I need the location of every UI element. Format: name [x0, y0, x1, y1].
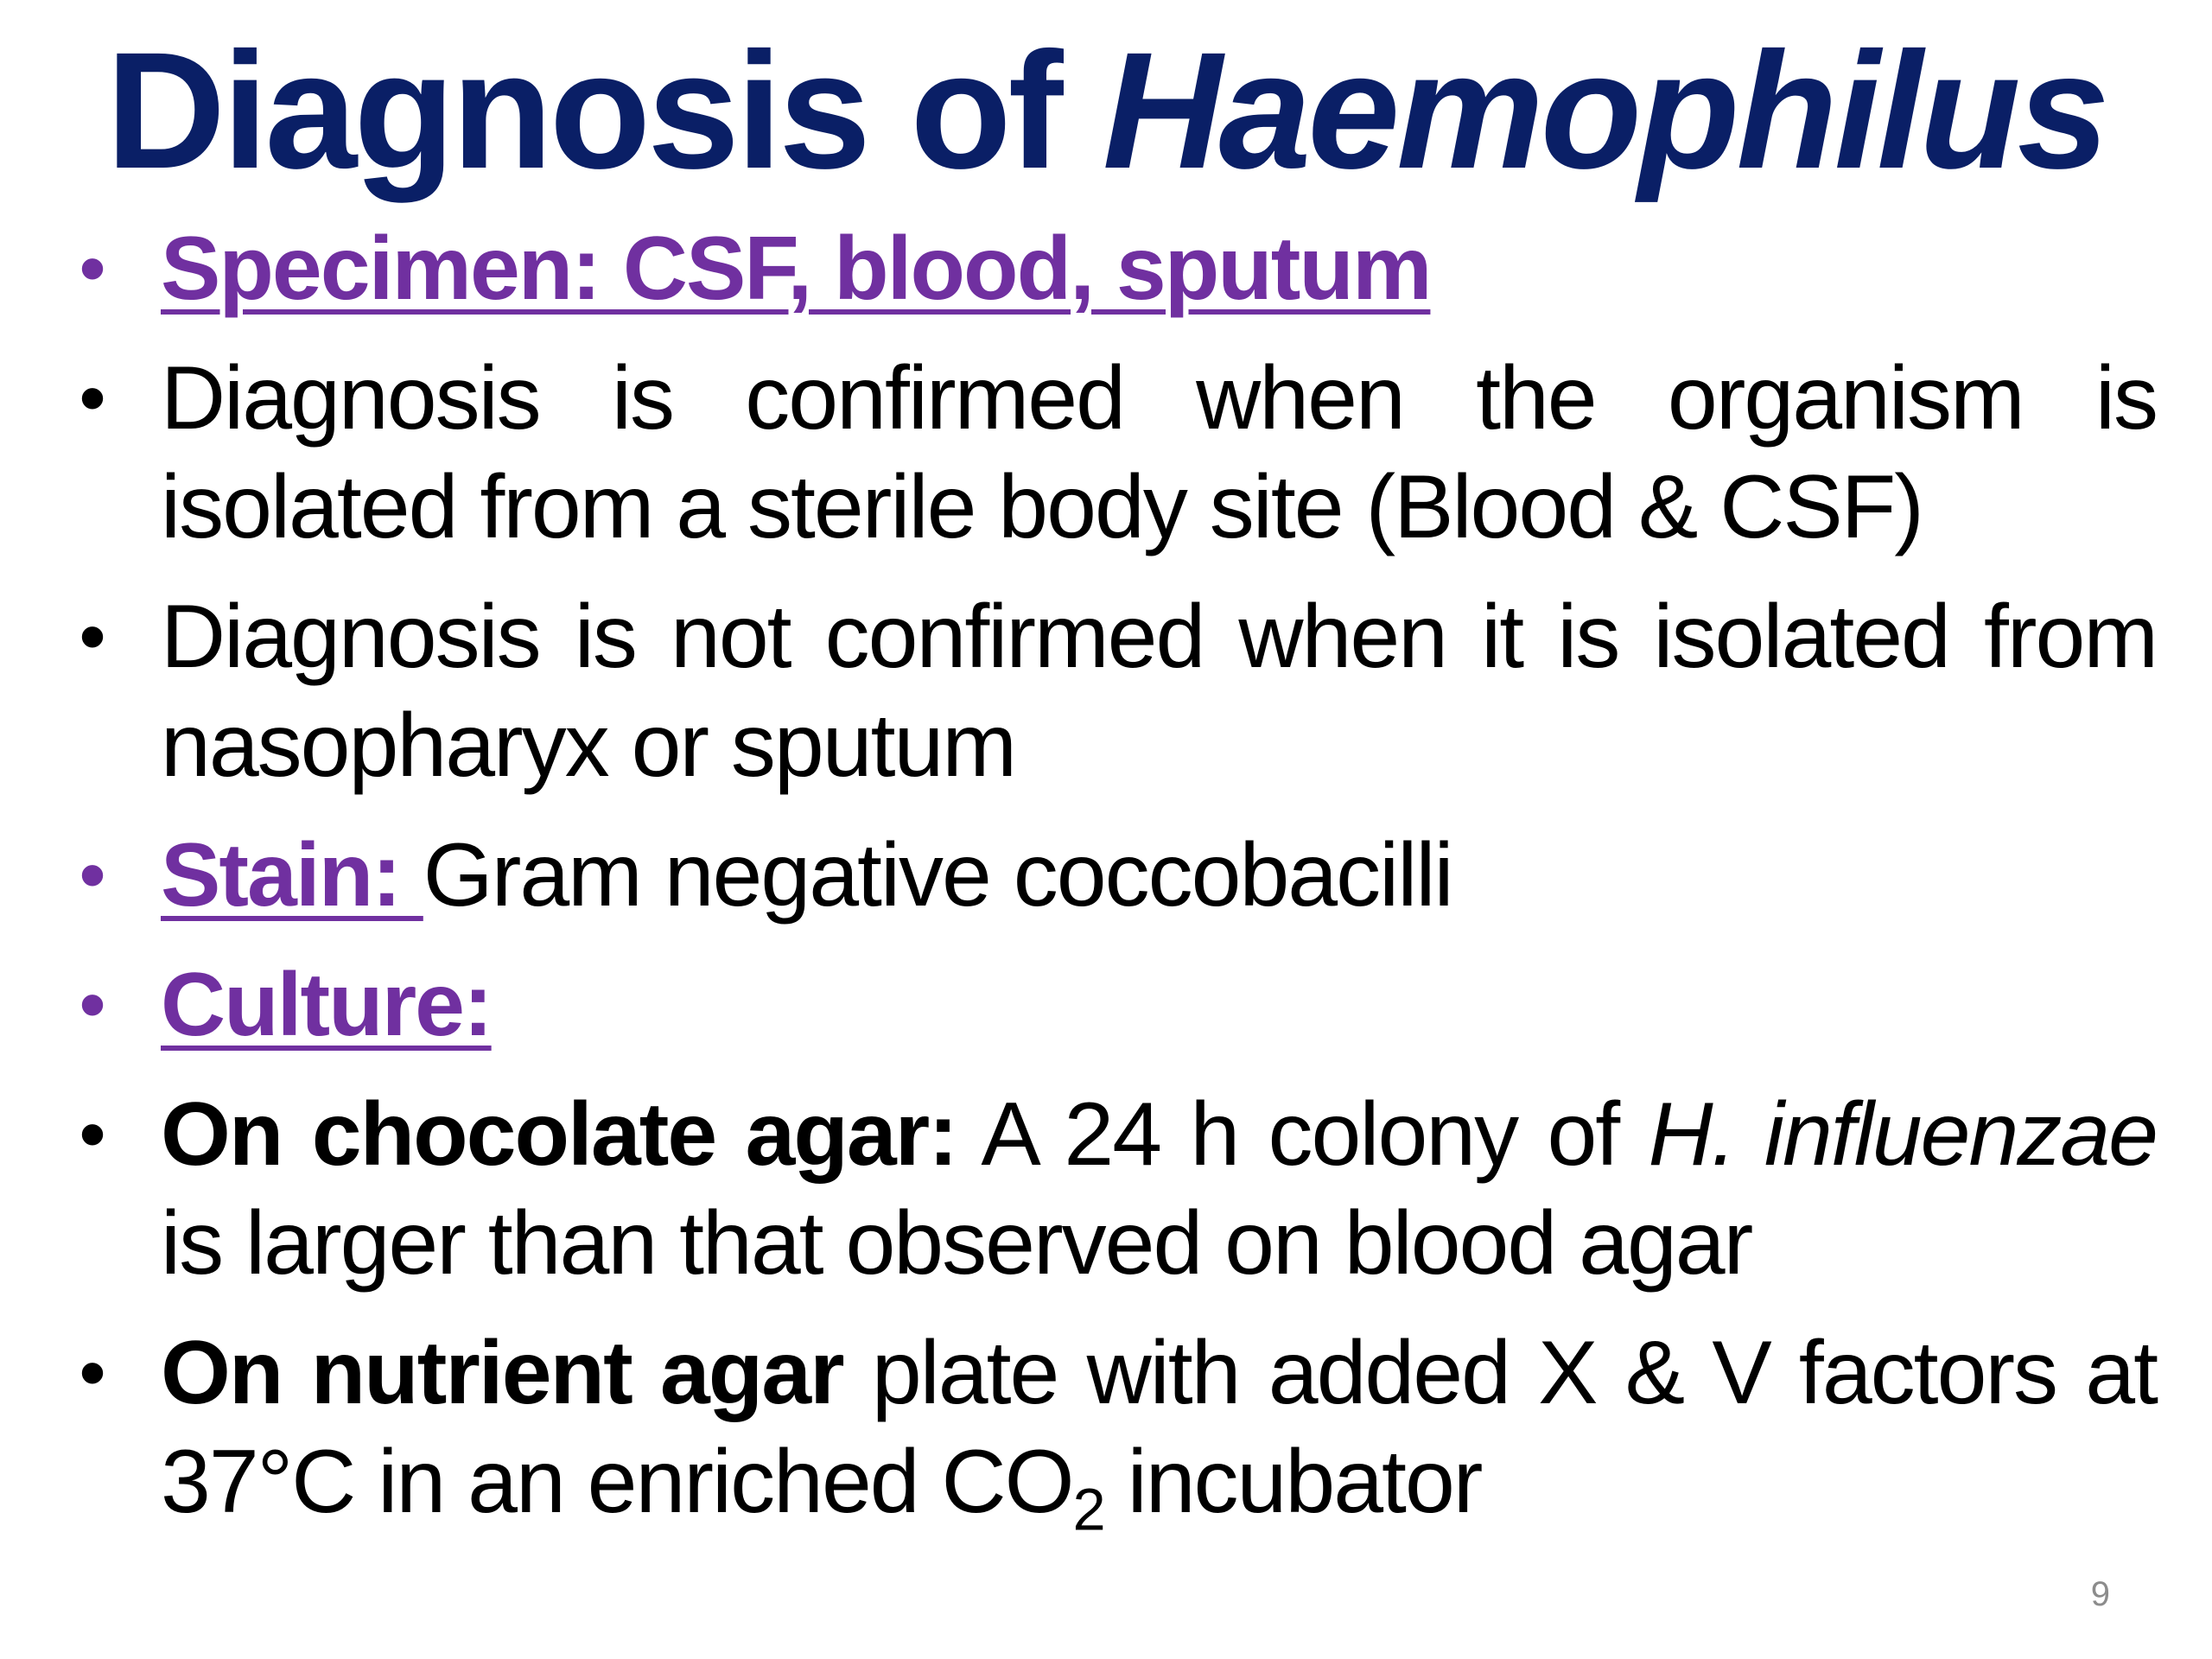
bullet-icon: •	[79, 355, 105, 442]
organism-name: H. influenzae	[1648, 1084, 2157, 1185]
nutrient-agar-label: On nutrient agar	[161, 1323, 843, 1423]
stain-heading: Stain:	[161, 825, 423, 925]
bullet-icon: •	[79, 962, 105, 1048]
nutrient-agar-text-2: incubator	[1103, 1432, 1482, 1532]
chocolate-agar-text-1: A 24 h colony of	[956, 1084, 1649, 1185]
bullet-icon: •	[79, 832, 105, 918]
bullet-list	[74, 214, 2157, 1543]
chocolate-agar-label: On chocolate agar:	[161, 1084, 957, 1185]
bullet-chocolate-agar	[74, 1080, 2157, 1298]
co2-subscript: 2	[1072, 1476, 1104, 1543]
stain-text: Gram negative coccobacilli	[423, 825, 1452, 925]
bullet-icon: •	[79, 226, 105, 312]
slide-number: 9	[2090, 1575, 2110, 1613]
bullet-not-confirmed	[74, 582, 2157, 800]
bullet-specimen	[74, 214, 2157, 323]
confirmed-text: Diagnosis is confirmed when the organism is isolated from a sterile body site (Blood & CSF)	[161, 348, 2157, 557]
slide-title	[0, 17, 2212, 203]
nutrient-agar-text-1: plate with added X & V factors at 37°C in an enriched CO	[161, 1323, 2157, 1532]
bullet-confirmed	[74, 344, 2157, 562]
culture-heading: Culture:	[161, 955, 492, 1055]
bullet-icon: •	[79, 1091, 105, 1178]
title-organism: Haemophilus	[1102, 17, 2107, 203]
chocolate-agar-text-2: is larger than that observed on blood agar	[161, 1193, 1752, 1294]
not-confirmed-text: Diagnosis is not confirmed when it is isolated from nasopharyx or sputum	[161, 587, 2157, 796]
title-text: Diagnosis of	[105, 17, 1103, 203]
bullet-nutrient-agar	[74, 1319, 2157, 1543]
bullet-icon: •	[79, 1330, 105, 1416]
bullet-icon: •	[79, 594, 105, 680]
bullet-stain	[74, 821, 2157, 930]
specimen-heading: Specimen: CSF, blood, sputum	[161, 219, 1431, 319]
bullet-culture	[74, 950, 2157, 1059]
